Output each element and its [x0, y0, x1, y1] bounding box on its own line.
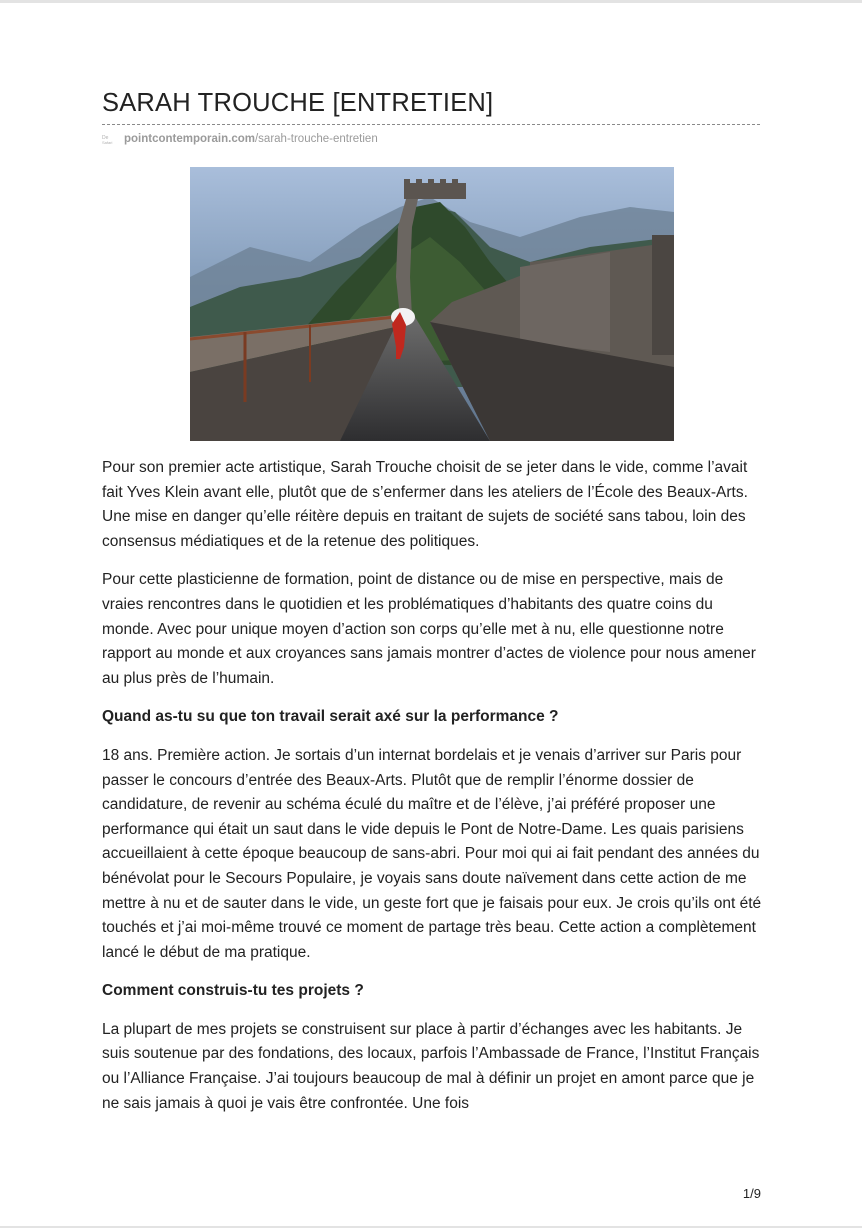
answer-2: La plupart de mes projets se construisent sur place à partir d’échanges avec les habitants. Je suis soutenue par des fondations, des locaux, parfois l’Ambassade de France, l’Institut Français ou l’Alliance Française. J’ai toujours beaucoup de mal à définir un projet en amont parce que je ne sais jamais à quoi je vais être confrontée. Une fois — [102, 1020, 760, 1112]
page-number: 1/9 — [742, 1186, 761, 1201]
svg-text:Safari: Safari — [102, 139, 113, 145]
article-title: SARAH TROUCHE [ENTRETIEN] — [102, 89, 494, 117]
article-photo — [190, 167, 674, 441]
source-link[interactable] — [102, 132, 762, 146]
paragraph-intro: Pour son premier acte artistique, Sarah Trouche choisit de se jeter dans le vide, comme l’avait fait Yves Klein avant elle, plutôt que de s’enfermer dans les ateliers de l’École des Beaux-Arts. Une mise en danger qu’elle réitère depuis en traitant de sujets de société sans tabou, loin des consensus médiatiques et de la retenue des politiques. — [102, 459, 748, 550]
page-top-edge — [0, 0, 862, 3]
article-body — [102, 456, 762, 1116]
title-divider — [102, 124, 760, 125]
svg-text:De: De — [102, 134, 109, 141]
source-favicon-icon — [102, 134, 120, 145]
paragraph-bio: Pour cette plasticienne de formation, point de distance ou de mise en perspective, mais de vraies rencontres dans le quotidien et les problématiques d’habitants des quatre coins du monde. Avec pour unique moyen d’action son corps qu’elle met à nu, elle questionne notre rapport au monde et aux croyances sans jamais montrer d’actes de violence pour nous amener au plus près de l’humain. — [102, 571, 756, 687]
source-path: /sarah-trouche-entretien — [254, 133, 378, 145]
question-1: Quand as-tu su que ton travail serait axé sur la performance ? — [102, 708, 559, 726]
article — [102, 88, 762, 1130]
source-domain: pointcontemporain.com — [124, 133, 255, 145]
question-2: Comment construis-tu tes projets ? — [102, 982, 364, 1000]
answer-1: 18 ans. Première action. Je sortais d’un internat bordelais et je venais d’arriver sur Paris pour passer le concours d’entrée des Beaux-Arts. Plutôt que de remplir l’énorme dossier de candidature, de revenir au schéma éculé du maître et de l’élève, j’ai préféré proposer une performance qui était un saut dans le vide depuis le Pont de Notre-Dame. Les quais parisiens accueillaient à cette époque beaucoup de sans-abri. Pour moi qui ai fait pendant des années du bénévolat pour le Secours Populaire, je voyais sans doute naïvement dans cette action de me mettre à nu et de sauter dans le vide, un geste fort que je faisais pour eux. Je crois qu’ils ont été touchés et j’ai moi-même trouvé ce moment de partage très beau. Cette action a complètement lancé le début de ma pratique. — [102, 746, 762, 961]
